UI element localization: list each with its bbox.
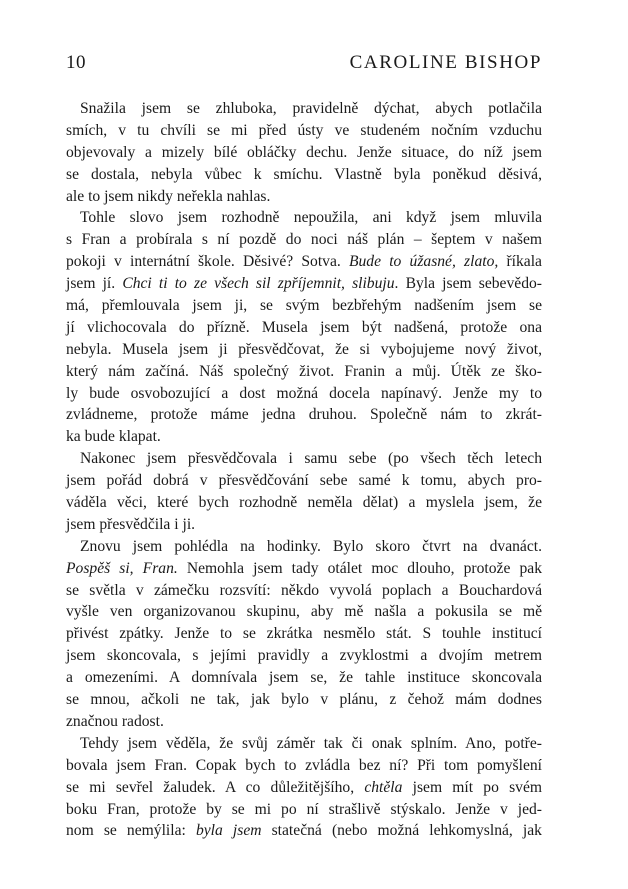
text-segment: který nám začíná. Náš společný život. Franin a můj. Útěk ze ško- [66,362,542,380]
text-segment: značnou radost. [66,712,164,730]
text-segment: . Byla jsem sebevědo- [394,275,542,293]
text-line [66,799,542,821]
text-line [66,733,542,755]
text-segment: se dostala, nebyla vůbec k smíchu. Vlastně byla poněkud děsivá, [66,165,542,183]
text-segment: pokoji v internátní škole. Děsivé? Sotva. [66,253,349,271]
body-text [66,98,542,842]
text-line [66,492,542,514]
text-segment: váděla věci, které bych rozhodně neměla dělat) a myslela jsem, že [66,494,542,512]
italic-text: byla jsem [195,822,262,840]
text-segment: ale to jsem nikdy neřekla nahlas. [66,187,271,205]
text-line [66,98,542,120]
text-segment: jsem mít po svém [402,778,542,796]
text-segment: bovala jsem Fran. Copak bych to zvládla bez ní? Při tom pomyšlení [66,756,542,774]
text-line [66,426,542,448]
running-head: CAROLINE BISHOP [349,52,542,73]
text-line [66,120,542,142]
text-line [66,251,542,273]
text-line [66,711,542,733]
text-segment: říkala [498,253,542,271]
text-line [66,339,542,361]
text-line [66,448,542,470]
text-segment: jsem jí. [66,275,123,293]
text-line [66,273,542,295]
text-segment: jsem pořád dobrá v přesvědčování sebe samé k tomu, abych pro- [66,472,542,490]
text-line [66,601,542,623]
text-segment: statečná (nebo možná lehkomyslná, jak [261,822,542,840]
text-segment: nebyla. Musela jsem ji přesvědčovat, že si vybojujeme nový život, [66,340,542,358]
text-segment: přivést zpátky. Jenže to se zkrátka nesmělo stát. S touhle institucí [66,625,542,643]
text-line [66,207,542,229]
text-line [66,623,542,645]
italic-text: chtěla [364,778,403,796]
text-segment: Znovu jsem pohlédla na hodinky. Bylo skoro čtvrt na dvanáct. [80,537,542,555]
text-line [66,229,542,251]
text-segment: objevovaly a mizely bílé obláčky dechu. Jenže situace, do níž jsem [66,143,542,161]
text-line [66,645,542,667]
page-number: 10 [66,52,86,73]
text-line [66,514,542,536]
text-line [66,820,542,842]
text-segment: se světla v zámečku rozsvítí: někdo vyvolá poplach a Bouchardová [66,581,542,599]
text-line [66,667,542,689]
text-line [66,142,542,164]
text-segment: Tohle slovo jsem rozhodně nepoužila, ani když jsem mluvila [80,209,542,227]
text-segment: jsem přesvědčila i ji. [66,515,196,533]
page-header [66,52,542,78]
italic-text: Pospěš si, Fran. [66,559,178,577]
italic-text: Chci ti to ze všech sil zpříjemnit, slibuju [122,275,395,293]
text-line [66,361,542,383]
text-segment: nom se nemýlila: [66,822,196,840]
text-segment: se mnou, ačkoli ne tak, jak bylo v plánu, z čehož mám dodnes [66,691,542,709]
text-segment: boku Fran, protože by se mi po ní strašlivě stýskalo. Jenže v jed- [66,800,542,818]
text-segment: smích, v tu chvíli se mi před ústy ve studeném nočním vzduchu [66,121,542,139]
text-line [66,404,542,426]
text-line [66,383,542,405]
text-segment: Nemohla jsem tady otálet moc dlouho, protože pak [177,559,542,577]
text-line [66,470,542,492]
text-segment: Snažila jsem se zhluboka, pravidelně dýchat, abych potlačila [80,100,542,117]
text-line [66,536,542,558]
text-segment: a omezeními. A domnívala jsem se, že tahle instituce skoncovala [66,669,542,687]
text-segment: zvládneme, protože máme jedna druhou. Společně nám to zkrát- [66,406,542,424]
text-line [66,558,542,580]
text-segment: se mi sevřel žaludek. A co důležitějšího, [66,778,365,796]
text-segment: jí vlichocovala do přízně. Musela jsem být nadšená, protože ona [66,318,542,336]
text-line [66,295,542,317]
text-segment: vyšle ven organizovanou skupinu, aby mě našla a pokusila se mě [66,603,542,621]
text-segment: ly bude osvobozující a dost možná docela napínavý. Jenže my to [66,384,542,402]
text-segment: Tehdy jsem věděla, že svůj záměr tak či onak splním. Ano, potře- [80,734,542,752]
text-line [66,755,542,777]
text-segment: s Fran a probírala s ní pozdě do noci náš plán – šeptem v našem [66,231,542,249]
text-line [66,317,542,339]
text-line [66,186,542,208]
text-segment: ka bude klapat. [66,428,161,446]
text-line [66,689,542,711]
text-line [66,164,542,186]
text-segment: má, přemlouvala jsem ji, se svým bezbřehým nadšením jsem se [66,297,542,315]
text-line [66,777,542,799]
text-segment: jsem skoncovala, s jejími pravidly a zvyklostmi a dvojím metrem [66,647,542,665]
italic-text: Bude to úžasné, zlato, [348,253,499,271]
text-line [66,580,542,602]
text-segment: Nakonec jsem přesvědčovala i samu sebe (po všech těch letech [80,450,542,468]
